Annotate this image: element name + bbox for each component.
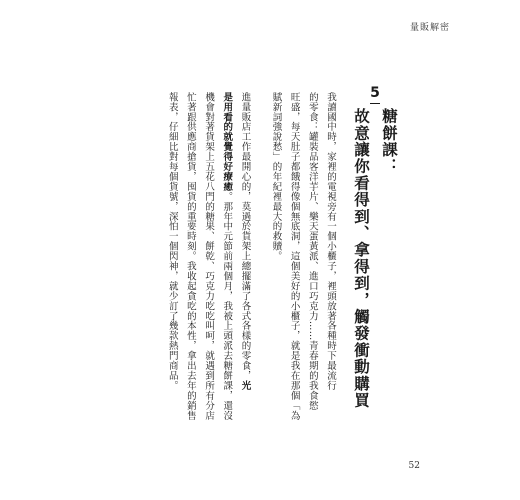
bold-emphasis: 是用看的就覺得好療癒 xyxy=(221,92,233,192)
text-line: 進量販店工作最開心的，莫過於貨架上總擺滿了各式各樣的零食，光 xyxy=(239,92,251,391)
text-line: 忙著跟供應商搶貨，囤貨的重要時刻。我收起貪吃的本性，拿出去年的銷售 xyxy=(184,92,196,421)
chapter-heading xyxy=(350,86,400,409)
chapter-title-line: 糖餅課： xyxy=(380,108,398,175)
text-line: 是用看的就覺得好療癒。那年中元節前兩個月，我被上頭派去糖餅課，還沒 xyxy=(221,92,233,421)
body-text xyxy=(167,92,336,420)
page-number: 52 xyxy=(408,461,420,471)
text-line: 的零食：罐裝品客洋芋片、樂天蛋黃派、進口巧克力……青春期的我食慾 xyxy=(306,92,318,411)
text-line: 機會對著貨架上五花八門的糖果、餅乾、巧克力吃吃叫呵，就遇到所有分店 xyxy=(203,92,215,421)
running-header: 量販解密 xyxy=(409,23,450,33)
chapter-title xyxy=(350,108,400,409)
chapter-number: 5 xyxy=(370,86,380,104)
bold-emphasis: 光 xyxy=(239,380,251,391)
paragraph xyxy=(270,92,336,420)
text-line: 報表，仔細比對每個貨號，深怕一個閃神，就少訂了幾款熱門商品。 xyxy=(166,92,178,391)
text-line: 我讀國中時，家裡的電視旁有一個小櫃子，裡頭放著各種時下最流行 xyxy=(325,92,336,391)
chapter-title-line: 故意讓你看得到、拿得到，觸發衝動購買 xyxy=(352,108,370,409)
text-line: 旺盛，每天肚子都餓得像個無底洞，這個美好的小櫃子，就是我在那個「為 xyxy=(288,92,300,421)
paragraph xyxy=(167,92,251,420)
text-line: 賦新詞強說愁」的年紀裡最大的救贖。 xyxy=(270,92,282,262)
